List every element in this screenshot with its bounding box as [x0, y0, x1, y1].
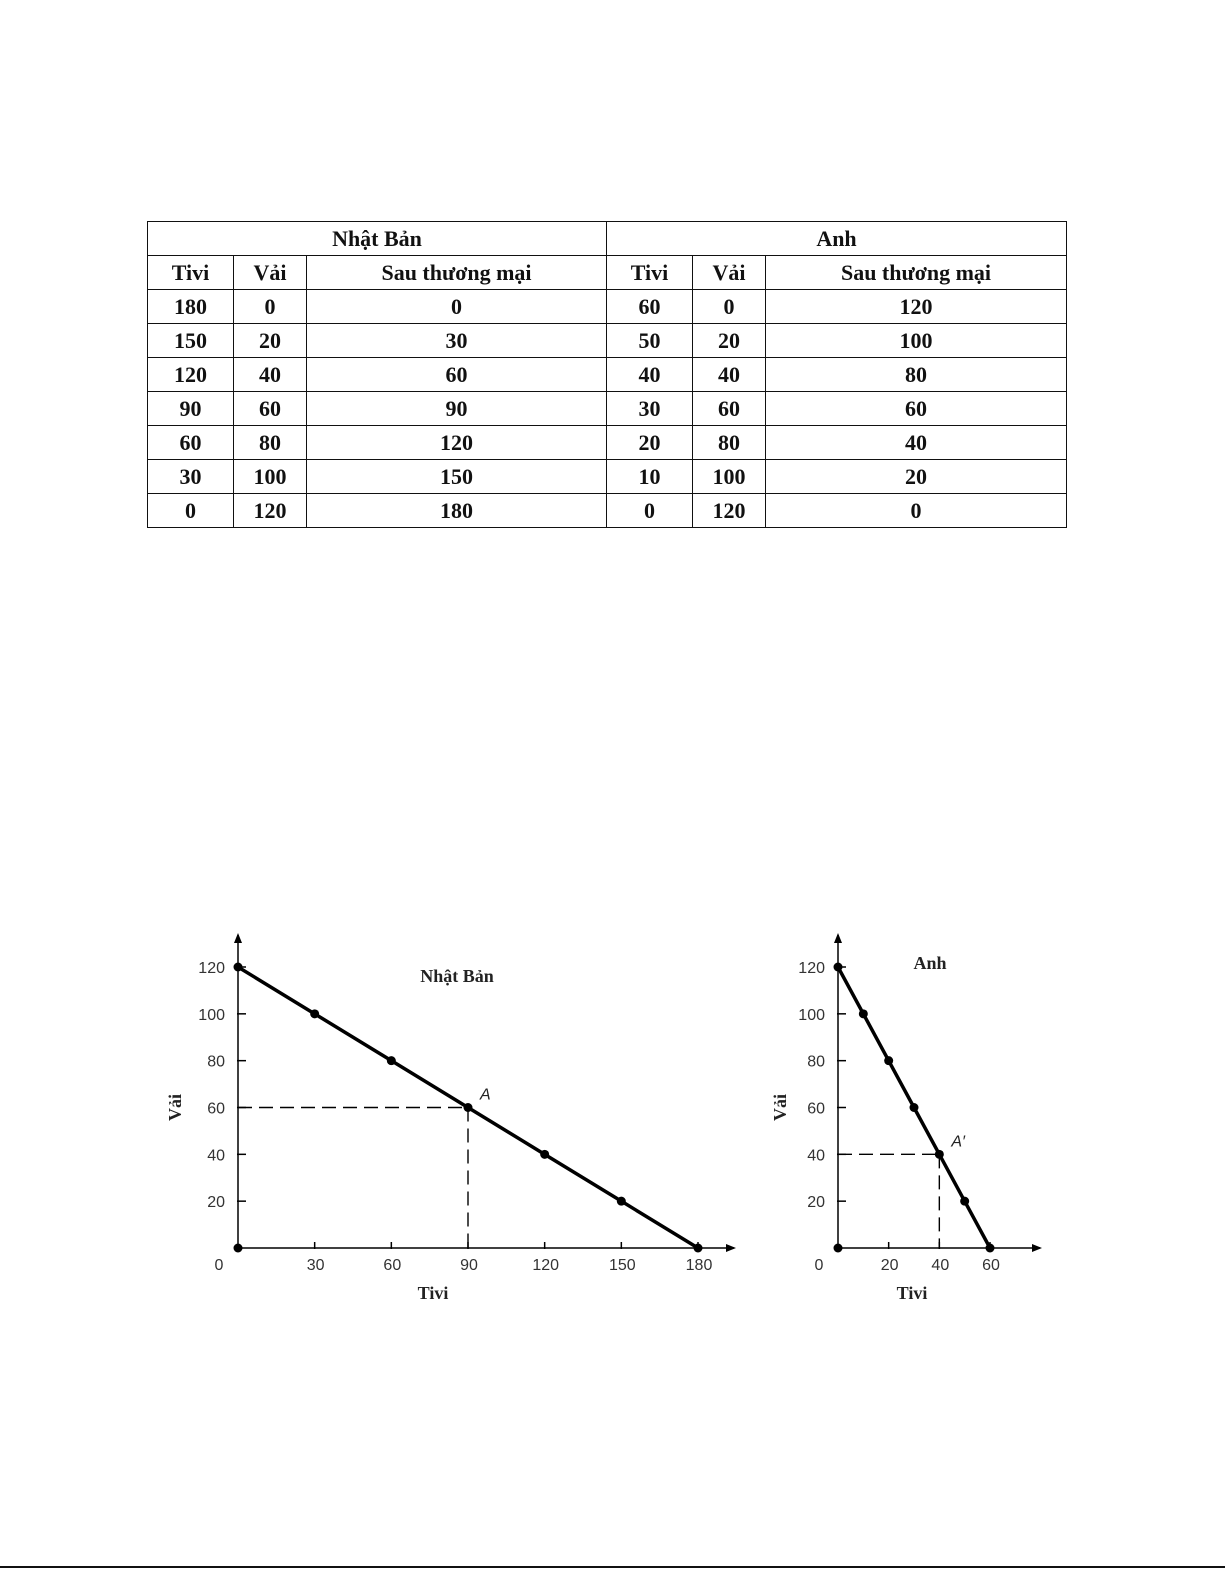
y-tick-label: 20 [807, 1194, 825, 1212]
table-column-row [148, 256, 1067, 290]
column-header: Sau thương mại [307, 256, 607, 290]
chart-japan [150, 920, 750, 1310]
table-cell: 0 [307, 290, 607, 324]
table-cell: 120 [234, 494, 307, 528]
table-cell: 80 [234, 426, 307, 460]
x-axis-title: Tivi [896, 1283, 928, 1303]
table-cell: 20 [693, 324, 766, 358]
x-tick-label: 120 [532, 1257, 560, 1274]
x-tick-label: 90 [460, 1257, 478, 1274]
x-axis-title: Tivi [417, 1283, 449, 1303]
x-tick-label: 150 [608, 1257, 636, 1274]
table-cell: 60 [148, 426, 234, 460]
data-point [960, 1197, 969, 1206]
table-cell: 80 [766, 358, 1067, 392]
table-cell: 20 [234, 324, 307, 358]
y-tick-label: 20 [207, 1194, 225, 1212]
table-cell: 60 [693, 392, 766, 426]
data-point [234, 963, 243, 972]
group-header-uk: Anh [607, 222, 1067, 256]
table-cell: 20 [766, 460, 1067, 494]
x-tick-label: 60 [383, 1257, 402, 1274]
table-row [148, 494, 1067, 528]
origin-point [234, 1244, 243, 1253]
x-tick-label: 0 [214, 1257, 224, 1274]
table-cell: 40 [234, 358, 307, 392]
table-cell: 0 [766, 494, 1067, 528]
data-point [910, 1103, 919, 1112]
data-point [986, 1244, 995, 1253]
table-cell: 90 [307, 392, 607, 426]
x-tick-label: 0 [814, 1257, 824, 1274]
table-cell: 0 [607, 494, 693, 528]
x-axis-arrow [726, 1244, 736, 1252]
x-tick-label: 20 [880, 1257, 899, 1274]
data-point [935, 1150, 944, 1159]
y-axis-title: Vải [165, 1094, 185, 1121]
y-tick-label: 60 [807, 1100, 825, 1118]
table-cell: 100 [766, 324, 1067, 358]
y-tick-label: 40 [807, 1147, 825, 1165]
table-cell: 30 [607, 392, 693, 426]
data-point [884, 1056, 893, 1065]
y-tick-label: 100 [798, 1006, 825, 1024]
data-point [387, 1056, 396, 1065]
table-cell: 0 [148, 494, 234, 528]
table-cell: 150 [148, 324, 234, 358]
table-cell: 40 [766, 426, 1067, 460]
table-row [148, 290, 1067, 324]
table-cell: 20 [607, 426, 693, 460]
table-cell: 100 [234, 460, 307, 494]
table-cell: 40 [607, 358, 693, 392]
column-header: Vải [693, 256, 766, 290]
table-cell: 60 [766, 392, 1067, 426]
column-header: Tivi [607, 256, 693, 290]
table-cell: 120 [766, 290, 1067, 324]
group-header-japan: Nhật Bản [148, 222, 607, 256]
y-axis-arrow [834, 933, 842, 943]
y-tick-label: 100 [198, 1006, 225, 1024]
table-body [148, 290, 1067, 528]
table-cell: 60 [307, 358, 607, 392]
data-point [859, 1009, 868, 1018]
table-cell: 120 [148, 358, 234, 392]
x-tick-label: 40 [931, 1257, 950, 1274]
table-row [148, 358, 1067, 392]
data-point [834, 963, 843, 972]
table-cell: 120 [693, 494, 766, 528]
table-cell: 120 [307, 426, 607, 460]
table-cell: 50 [607, 324, 693, 358]
y-tick-label: 80 [807, 1053, 825, 1071]
chart-title: Nhật Bản [420, 966, 494, 986]
y-tick-label: 60 [207, 1100, 225, 1118]
origin-point [834, 1244, 843, 1253]
table-cell: 10 [607, 460, 693, 494]
table-cell: 60 [607, 290, 693, 324]
x-tick-label: 30 [306, 1257, 325, 1274]
y-tick-label: 40 [207, 1147, 225, 1165]
table-row [148, 426, 1067, 460]
x-axis-arrow [1032, 1244, 1042, 1252]
data-point [310, 1009, 319, 1018]
table-row [148, 460, 1067, 494]
y-axis-arrow [234, 933, 242, 943]
y-tick-label: 120 [798, 960, 825, 977]
table-cell: 60 [234, 392, 307, 426]
column-header: Tivi [148, 256, 234, 290]
table-cell: 150 [307, 460, 607, 494]
data-point [694, 1244, 703, 1253]
y-axis-title: Vải [770, 1094, 790, 1121]
table-cell: 0 [234, 290, 307, 324]
table-cell: 100 [693, 460, 766, 494]
column-header: Sau thương mại [766, 256, 1067, 290]
table-cell: 30 [307, 324, 607, 358]
table-row [148, 324, 1067, 358]
table-cell: 30 [148, 460, 234, 494]
table-cell: 0 [693, 290, 766, 324]
table-group-row [148, 222, 1067, 256]
production-table [147, 221, 1067, 528]
x-tick-label: 60 [982, 1257, 1000, 1274]
table-cell: 40 [693, 358, 766, 392]
chart-title: Anh [913, 953, 947, 973]
data-point [464, 1103, 473, 1112]
column-header: Vải [234, 256, 307, 290]
point-label: A′ [951, 1133, 966, 1151]
table-row [148, 392, 1067, 426]
table-cell: 90 [148, 392, 234, 426]
page-bottom-rule [0, 1566, 1225, 1568]
table-cell: 180 [307, 494, 607, 528]
data-point [617, 1197, 626, 1206]
chart-uk [760, 920, 1060, 1310]
y-tick-label: 120 [198, 960, 225, 977]
table-cell: 80 [693, 426, 766, 460]
table-cell: 180 [148, 290, 234, 324]
x-tick-label: 180 [685, 1257, 713, 1274]
y-tick-label: 80 [207, 1053, 225, 1071]
data-point [540, 1150, 549, 1159]
point-label: A [480, 1086, 491, 1104]
